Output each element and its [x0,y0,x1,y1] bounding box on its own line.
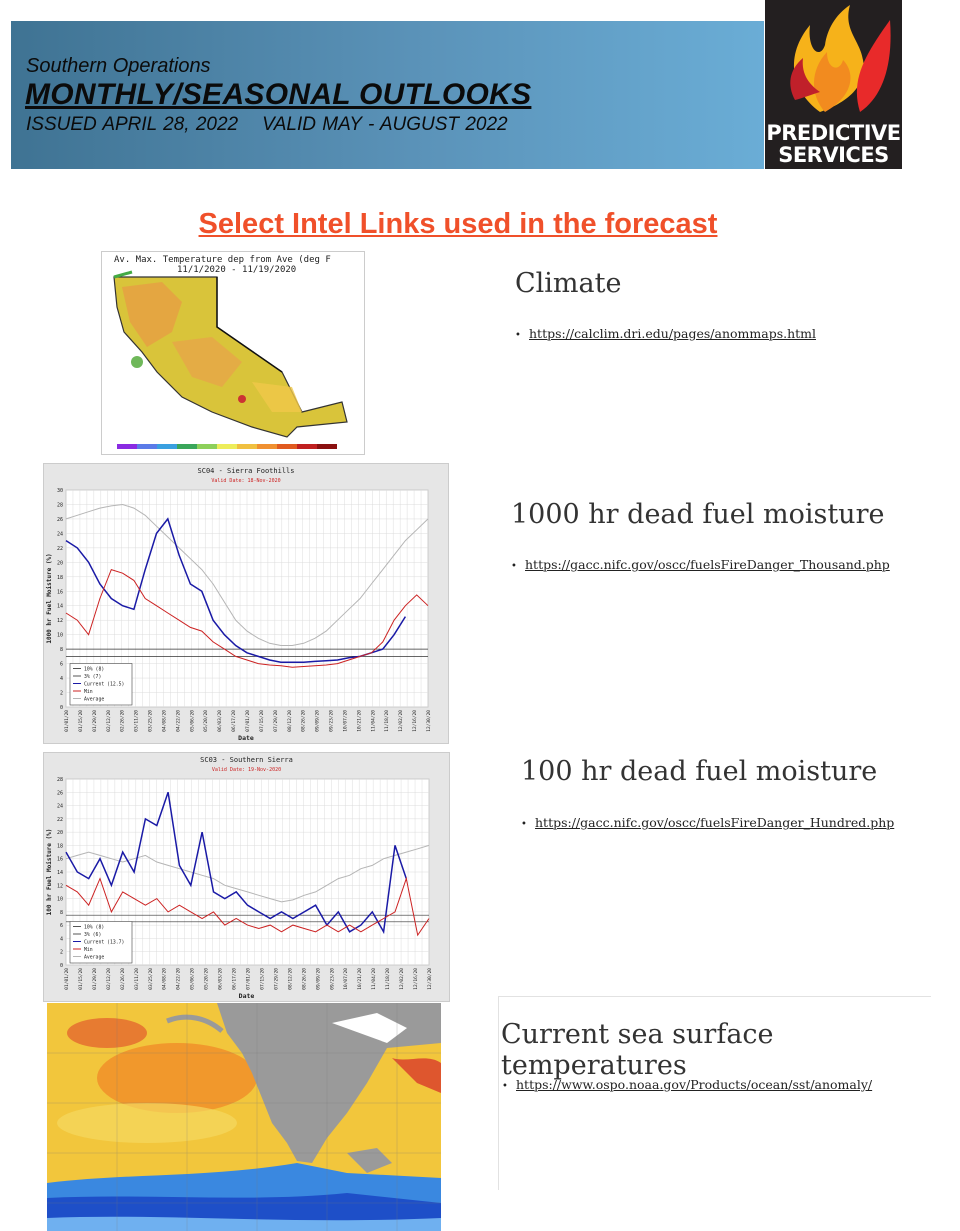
x-tick-label: 04/08/20 [162,710,168,732]
x-tick-label: 07/01/20 [246,710,251,732]
legend-entry: Current (12.5) [84,682,125,688]
y-tick-label: 8 [59,909,63,916]
chart-subtitle: Valid Date: 19-Nov-2020 [211,767,282,773]
y-tick-label: 12 [56,883,63,890]
y-tick-label: 28 [56,777,63,783]
link-climate[interactable]: https://calclim.dri.edu/pages/anommaps.html [529,326,817,341]
y-tick-label: 0 [59,963,63,969]
legend-entry: Min [84,948,93,953]
x-tick-label: 05/20/20 [204,710,210,732]
y-tick-label: 16 [56,856,63,863]
y-tick-label: 14 [56,870,63,876]
x-tick-label: 02/26/20 [120,710,126,732]
x-tick-label: 08/12/20 [287,710,293,732]
y-tick-label: 24 [56,531,63,538]
intel-links-heading: Select Intel Links used in the forecast [198,208,718,240]
map-title: Av. Max. Temperature dep from Ave (deg F [114,255,331,265]
x-tick-label: 11/04/20 [372,968,378,990]
legend-entry: Current (13.7) [84,940,125,946]
legend-entry: 10% (8) [84,925,105,931]
y-tick-label: 28 [56,502,63,509]
valid-range: VALID MAY - AUGUST 2022 [262,114,508,135]
y-tick-label: 14 [56,603,63,610]
x-tick-label: 09/09/20 [316,968,322,990]
y-tick-label: 4 [59,936,63,943]
x-tick-label: 06/03/20 [218,968,224,990]
legend-entry: 3% (7) [84,675,102,680]
y-tick-label: 8 [59,647,63,654]
y-tick-label: 10 [56,896,63,903]
sea-surface-temperature-map [47,1003,441,1231]
x-tick-label: 07/01/20 [246,968,252,990]
legend-entry: 10% (8) [84,667,105,673]
x-tick-label: 05/06/20 [190,710,196,732]
link-sst[interactable]: https://www.ospo.noaa.gov/Products/ocean/sst/anomaly/ [516,1077,873,1092]
x-tick-label: 10/21/20 [358,968,364,990]
x-tick-label: 11/18/20 [385,710,391,732]
x-tick-label: 02/12/20 [106,968,112,990]
x-tick-label: 03/25/20 [148,968,154,990]
x-tick-label: 03/25/20 [148,710,154,732]
x-tick-label: 09/09/20 [315,710,321,732]
y-tick-label: 24 [56,803,63,810]
temperature-anomaly-map [101,251,365,455]
link-row-sst [502,1077,872,1092]
x-tick-label: 12/02/20 [399,710,405,732]
link-100hr[interactable]: https://gacc.nifc.gov/oscc/fuelsFireDanger_Hundred.php [535,815,895,830]
y-axis-label: 100 hr Fuel Moisture (%) [46,828,53,916]
y-tick-label: 22 [56,545,63,552]
y-tick-label: 20 [56,830,63,837]
x-tick-label: 08/26/20 [301,710,307,732]
bullet-icon: • [521,819,527,830]
link-row-climate [515,326,816,341]
y-tick-label: 26 [56,516,63,523]
x-tick-label: 05/06/20 [190,968,196,990]
page-title: MONTHLY/SEASONAL OUTLOOKS [25,78,532,111]
x-tick-label: 07/15/20 [260,968,266,990]
chart-100hr-fuel-moisture [43,752,450,1002]
y-tick-label: 26 [56,790,63,797]
x-tick-label: 03/11/20 [134,968,140,990]
x-tick-label: 11/18/20 [386,968,392,990]
x-tick-label: 02/26/20 [120,968,126,990]
legend-entry: Average [84,955,105,961]
link-row-100hr [521,815,894,830]
x-tick-label: 09/23/20 [329,710,335,732]
y-tick-label: 22 [56,816,63,823]
logo-line-1: PREDICTIVE [766,121,901,145]
x-tick-label: 08/26/20 [302,968,308,990]
chart-1000hr-fuel-moisture [43,463,449,744]
x-tick-label: 03/11/20 [134,710,140,732]
section-title-100hr: 100 hr dead fuel moisture [521,756,878,787]
chart-title: SC04 - Sierra Foothills [197,467,295,475]
x-tick-label: 07/15/20 [259,710,265,732]
x-tick-label: 08/12/20 [288,968,294,990]
logo-line-2: SERVICES [778,143,889,167]
y-tick-label: 12 [56,618,63,625]
y-tick-label: 10 [56,632,63,639]
link-1000hr[interactable]: https://gacc.nifc.gov/oscc/fuelsFireDanger_Thousand.php [525,557,890,572]
x-tick-label: 10/21/20 [357,710,363,732]
x-tick-label: 01/29/20 [92,710,98,732]
x-tick-label: 10/07/20 [344,968,350,990]
y-axis-label: 1000 hr Fuel Moisture (%) [46,553,53,644]
org-name: Southern Operations [26,55,211,77]
x-tick-label: 01/01/20 [65,710,70,732]
x-tick-label: 04/22/20 [176,710,182,732]
y-tick-label: 18 [56,843,63,850]
link-row-1000hr [511,557,890,572]
x-tick-label: 12/16/20 [413,710,419,732]
x-tick-label: 12/30/20 [428,968,433,990]
legend-entry: 3% (6) [84,933,102,938]
y-tick-label: 4 [59,676,63,683]
bullet-icon: • [511,561,517,572]
x-tick-label: 01/15/20 [78,968,84,990]
section-title-climate: Climate [515,268,622,299]
y-tick-label: 6 [59,923,63,930]
color-scale [117,444,337,449]
bullet-icon: • [515,330,521,341]
header-banner [11,21,764,169]
x-tick-label: 01/29/20 [92,968,98,990]
y-tick-label: 2 [59,690,63,697]
x-tick-label: 06/17/20 [232,710,238,732]
issued-date: ISSUED APRIL 28, 2022 [26,114,239,135]
x-axis-label: Date [238,992,255,1000]
x-tick-label: 10/07/20 [343,710,349,732]
predictive-services-logo [765,0,902,169]
map-dates: 11/1/2020 - 11/19/2020 [177,265,297,275]
x-tick-label: 02/12/20 [106,710,112,732]
y-tick-label: 16 [56,589,63,596]
y-tick-label: 0 [59,705,63,711]
x-axis-label: Date [238,734,254,742]
x-tick-label: 06/17/20 [232,968,238,990]
x-tick-label: 04/08/20 [162,968,168,990]
chart-title: SC03 - Southern Sierra [200,756,293,764]
y-tick-label: 2 [59,949,63,956]
y-tick-label: 18 [56,574,63,581]
legend-entry: Average [84,697,105,703]
x-tick-label: 06/03/20 [218,710,224,732]
x-tick-label: 11/04/20 [371,710,377,732]
x-tick-label: 12/16/20 [414,968,420,990]
x-tick-label: 04/22/20 [176,968,182,990]
y-tick-label: 30 [56,488,63,494]
x-tick-label: 09/23/20 [330,968,336,990]
x-tick-label: 12/30/20 [427,710,432,732]
chart-subtitle: Valid Date: 18-Nov-2020 [211,478,281,484]
section-title-1000hr: 1000 hr dead fuel moisture [511,499,885,530]
x-tick-label: 01/15/20 [78,710,84,732]
legend-entry: Min [84,690,93,695]
section-title-sst: Current sea surface temperatures [501,1019,774,1081]
x-tick-label: 07/29/20 [274,968,280,990]
x-tick-label: 07/29/20 [273,710,279,732]
y-tick-label: 6 [59,661,63,668]
x-tick-label: 12/02/20 [400,968,406,990]
flame-logo-icon [765,0,902,120]
x-tick-label: 05/20/20 [204,968,210,990]
issue-line [26,114,532,136]
y-tick-label: 20 [56,560,63,567]
bullet-icon: • [502,1081,508,1092]
x-tick-label: 01/01/20 [65,968,70,990]
